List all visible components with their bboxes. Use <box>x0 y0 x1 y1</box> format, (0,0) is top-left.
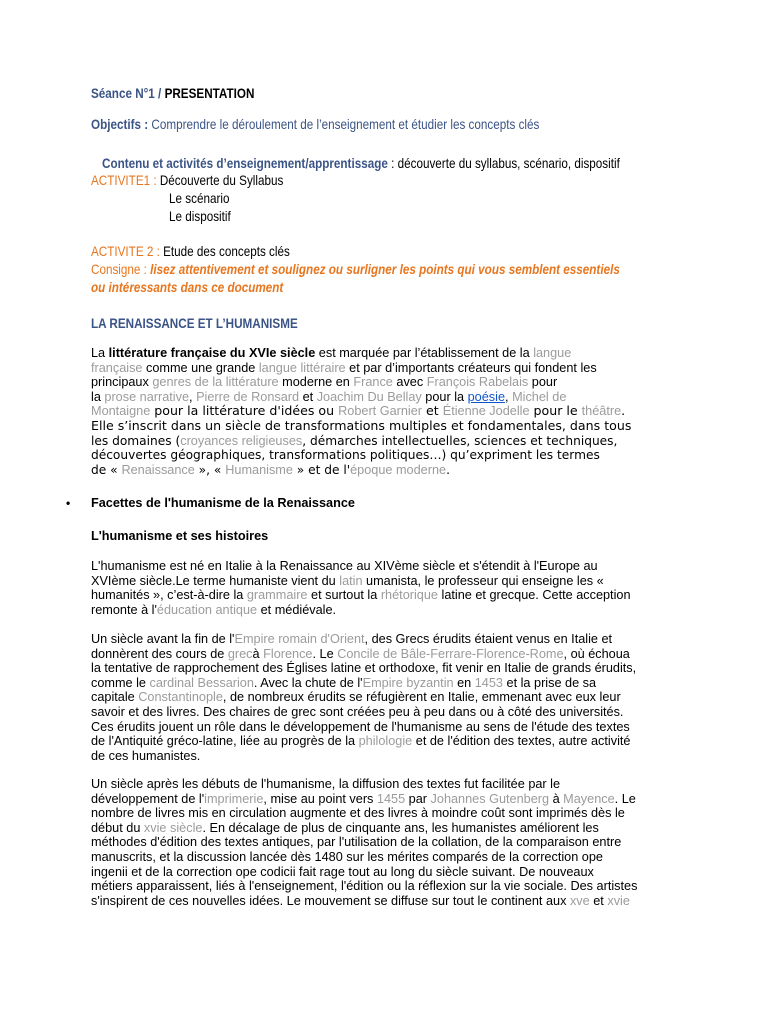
activite1-item: Découverte du Syllabus <box>159 173 284 188</box>
text: umanista, le professeur qui enseigne les « <box>362 573 604 588</box>
text: . <box>621 403 626 419</box>
wiki-link[interactable]: xve <box>569 893 590 908</box>
activite2-label: ACTIVITE 2 : <box>91 244 164 259</box>
wiki-link[interactable]: Mayence <box>563 791 615 806</box>
paragraph-1 <box>91 559 659 617</box>
consigne-text: lisez attentivement et soulignez ou surligner les points qui vous semblent essentiels <box>150 262 620 277</box>
p3-line: ingenii et de la correction ope codicii fait rage tout au long du siècle suivant. De nouveaux <box>91 864 594 879</box>
text: . Le <box>312 646 338 661</box>
contenu-line <box>102 156 620 171</box>
p2-line <box>91 734 659 749</box>
text: les domaines ( <box>91 433 181 448</box>
wiki-link[interactable]: Robert Garnier <box>338 404 423 419</box>
intro-line <box>91 390 659 405</box>
wiki-link[interactable]: époque moderne <box>350 462 447 477</box>
wiki-link[interactable]: xvie <box>607 893 630 908</box>
p1-line: L'humanisme est né en Italie à la Renaissance au XIVème siècle et s'étendit à l'Europe au <box>91 559 598 573</box>
seance-label: Séance N°1 / <box>91 86 165 101</box>
activite2-text: Etude des concepts clés <box>163 244 290 259</box>
wiki-link[interactable]: xvie siècle <box>143 820 203 835</box>
wiki-link[interactable]: Empire byzantin <box>362 675 454 690</box>
intro-line <box>91 434 659 449</box>
intro-line <box>91 346 659 361</box>
text: Un siècle avant la fin de l' <box>91 632 235 646</box>
p2-line <box>91 632 659 647</box>
text: , des Grecs érudits étaient venus en Italie et <box>364 632 613 646</box>
seance-title: PRESENTATION <box>164 86 255 101</box>
text: pour le <box>529 403 582 419</box>
activite1-line <box>91 173 283 188</box>
text: et <box>422 403 443 419</box>
p2-line <box>91 647 659 662</box>
wiki-link[interactable]: éducation antique <box>156 602 258 617</box>
text: s'inspirent de ces nouvelles idées. Le mouvement se diffuse sur tout le continent aux <box>91 893 570 908</box>
bold-text: littérature française du XVIe siècle <box>108 346 316 360</box>
text: , <box>505 389 513 404</box>
text: , mise au point vers <box>263 791 377 806</box>
intro-line <box>91 375 659 390</box>
intro-line: Elle s’inscrit dans un siècle de transformations multiples et fondamentales, dans tous <box>91 417 632 433</box>
text: remonte à l' <box>91 602 157 617</box>
text: de l'Antiquité gréco-latine, liée au progrès de la <box>91 734 359 749</box>
p3-line: méthodes d'édition des textes antiques, par l'utilisation de la collation, de la comparaison entre <box>91 835 622 850</box>
text: est marquée par l’établissement de la <box>315 346 534 360</box>
intro-line: découvertes géographiques, transformations politiques…) qu’expriment les termes <box>91 448 600 463</box>
p2-line <box>91 676 659 691</box>
text: avec <box>392 375 427 390</box>
text: et par d’importants créateurs qui fondent les <box>345 360 597 375</box>
text: et surtout la <box>307 588 381 603</box>
wiki-link[interactable]: française <box>91 360 143 375</box>
text: XVIème siècle.Le terme humaniste vient du <box>91 573 340 588</box>
wiki-link[interactable]: Constantinople <box>138 690 223 705</box>
text: la <box>91 389 105 404</box>
text: donnèrent des cours de <box>91 646 228 661</box>
wiki-link[interactable]: Joachim Du Bellay <box>316 389 422 404</box>
text: par <box>405 791 431 806</box>
text: », « <box>194 462 226 477</box>
p2-line: savoir et des livres. Des chaires de grec sont créées peu à peu dans ou à côté des universités. <box>91 704 624 719</box>
wiki-link[interactable]: latin <box>339 573 363 588</box>
text: en <box>453 675 475 690</box>
wiki-link[interactable]: grec <box>227 646 253 661</box>
wiki-link[interactable]: Concile de Bâle-Ferrare-Florence-Rome <box>337 646 564 661</box>
wiki-link[interactable]: 1453 <box>474 675 503 690</box>
text: de « <box>91 462 122 477</box>
consigne-line-2 <box>91 280 283 295</box>
wiki-link[interactable]: grammaire <box>246 588 308 603</box>
wiki-link[interactable]: France <box>353 375 393 390</box>
wiki-link[interactable]: Étienne Jodelle <box>442 404 530 419</box>
activite1-item: Le dispositif <box>169 209 231 224</box>
text: , où échoua <box>563 646 630 661</box>
objectifs-text: Comprendre le déroulement de l’enseignement et étudier les concepts clés <box>151 117 540 132</box>
wiki-link[interactable]: 1455 <box>376 791 406 806</box>
wiki-link[interactable]: François Rabelais <box>426 375 529 390</box>
text: comme le <box>91 675 150 690</box>
contenu-text: : découverte du syllabus, scénario, dispositif <box>387 156 620 171</box>
section-heading: LA RENAISSANCE ET L’HUMANISME <box>91 316 298 331</box>
intro-line <box>91 404 659 419</box>
consigne-line <box>91 262 620 277</box>
text: capitale <box>91 690 139 705</box>
text: principaux <box>91 375 153 390</box>
seance-line <box>91 86 254 101</box>
wiki-link[interactable]: Renaissance <box>121 462 195 477</box>
intro-line <box>91 361 659 376</box>
p1-line <box>91 588 659 603</box>
text: , de nombreux érudits se réfugièrent en Italie, emmenant avec eux leur <box>222 690 621 705</box>
p3-line: métiers apparaissent, liés à l'enseignement, l'édition ou la réflexion sur la vie sociale. Des artistes <box>91 879 638 894</box>
text: . En décalage de plus de cinquante ans, les humanistes améliorent les <box>202 820 599 835</box>
wiki-link[interactable]: langue littéraire <box>258 360 346 375</box>
bullet-icon: • <box>66 496 71 510</box>
text: » et de l' <box>292 462 351 477</box>
text: et <box>589 893 608 908</box>
wiki-link[interactable]: genres de la littérature <box>152 375 279 390</box>
activite1-item: Le scénario <box>169 191 230 206</box>
wiki-link[interactable]: Michel de <box>512 389 567 404</box>
wiki-link[interactable]: Florence <box>263 646 313 661</box>
wiki-link[interactable]: philologie <box>358 734 413 749</box>
wiki-link[interactable]: croyances religieuses <box>180 433 303 448</box>
paragraph-2 <box>91 632 659 763</box>
p3-line: nombre de livres mis en circulation augmente et des livres à moindre coût sont imprimés dès le <box>91 806 625 821</box>
activite2-line <box>91 244 290 259</box>
histoires-heading: L'humanisme et ses histoires <box>91 529 269 543</box>
text: . <box>446 462 450 477</box>
wiki-link[interactable]: Humanisme <box>225 462 293 477</box>
text: humanités », c’est-à-dire la <box>91 588 247 603</box>
text: moderne en <box>278 375 354 390</box>
p3-line <box>91 821 659 836</box>
text: développement de l' <box>91 791 205 806</box>
p1-line <box>91 574 659 589</box>
facettes-heading <box>66 496 355 510</box>
wiki-link[interactable]: Pierre de Ronsard <box>196 389 300 404</box>
contenu-label: Contenu et activités d’enseignement/apprentissage <box>102 156 388 171</box>
wiki-link[interactable]: langue <box>533 346 572 360</box>
poesie-link[interactable]: poésie <box>467 389 506 404</box>
text: comme une grande <box>142 360 259 375</box>
p2-line <box>91 690 659 705</box>
text: et <box>299 389 317 404</box>
text: à <box>252 646 264 661</box>
intro-line <box>91 463 659 478</box>
p3-line: Un siècle après les débuts de l'humanisme, la diffusion des textes fut facilitée par le <box>91 777 561 791</box>
wiki-link[interactable]: théâtre <box>581 404 622 419</box>
p3-line: manuscrits, et la discussion lancée dès 1480 sur les mérites comparés de la correction ope <box>91 849 603 864</box>
p1-line <box>91 603 659 618</box>
text: , <box>189 389 197 404</box>
wiki-link[interactable]: imprimerie <box>204 791 264 806</box>
consigne-text-2: ou intéressants dans ce document <box>91 280 284 295</box>
p2-line: Ces érudits jouent un rôle dans le développement de l'humanisme au sens de l'étude des textes <box>91 719 630 734</box>
paragraph-3 <box>91 777 659 908</box>
text: et la prise de sa <box>502 675 597 690</box>
text: pour <box>528 375 558 390</box>
wiki-link[interactable]: Empire romain d'Orient <box>234 632 365 646</box>
text: pour la littérature d'idées ou <box>150 403 339 419</box>
text: pour la <box>421 389 468 404</box>
intro-paragraph <box>91 346 659 477</box>
p3-line <box>91 792 659 807</box>
text: , démarches intellectuelles, sciences et techniques, <box>302 433 618 448</box>
objectifs-label: Objectifs : <box>91 117 152 132</box>
wiki-link[interactable]: Johannes Gutenberg <box>430 791 550 806</box>
text: et médiévale. <box>257 602 337 617</box>
wiki-link[interactable]: cardinal Bessarion <box>149 675 254 690</box>
p2-line: de ces humanistes. <box>91 748 201 763</box>
wiki-link[interactable]: Montaigne <box>91 404 151 419</box>
p2-line: la tentative de rapprochement des Églises latine et orthodoxe, fit venir en Italie de grands érudits, <box>91 661 637 676</box>
text: La <box>91 346 109 360</box>
wiki-link[interactable]: rhétorique <box>380 588 438 603</box>
text: à <box>549 791 564 806</box>
activite1-label: ACTIVITE1 : <box>91 173 160 188</box>
text: début du <box>91 820 144 835</box>
text: . Avec la chute de l' <box>253 675 363 690</box>
text: latine et grecque. Cette acception <box>437 588 631 603</box>
consigne-label: Consigne : <box>91 262 151 277</box>
text: et de l'édition des textes, autre activité <box>412 734 631 749</box>
wiki-link[interactable]: prose narrative <box>104 389 190 404</box>
facettes-text: Facettes de l'humanisme de la Renaissance <box>91 496 355 510</box>
p3-line <box>91 894 659 909</box>
text: . Le <box>614 791 636 806</box>
objectifs-line <box>91 117 539 132</box>
